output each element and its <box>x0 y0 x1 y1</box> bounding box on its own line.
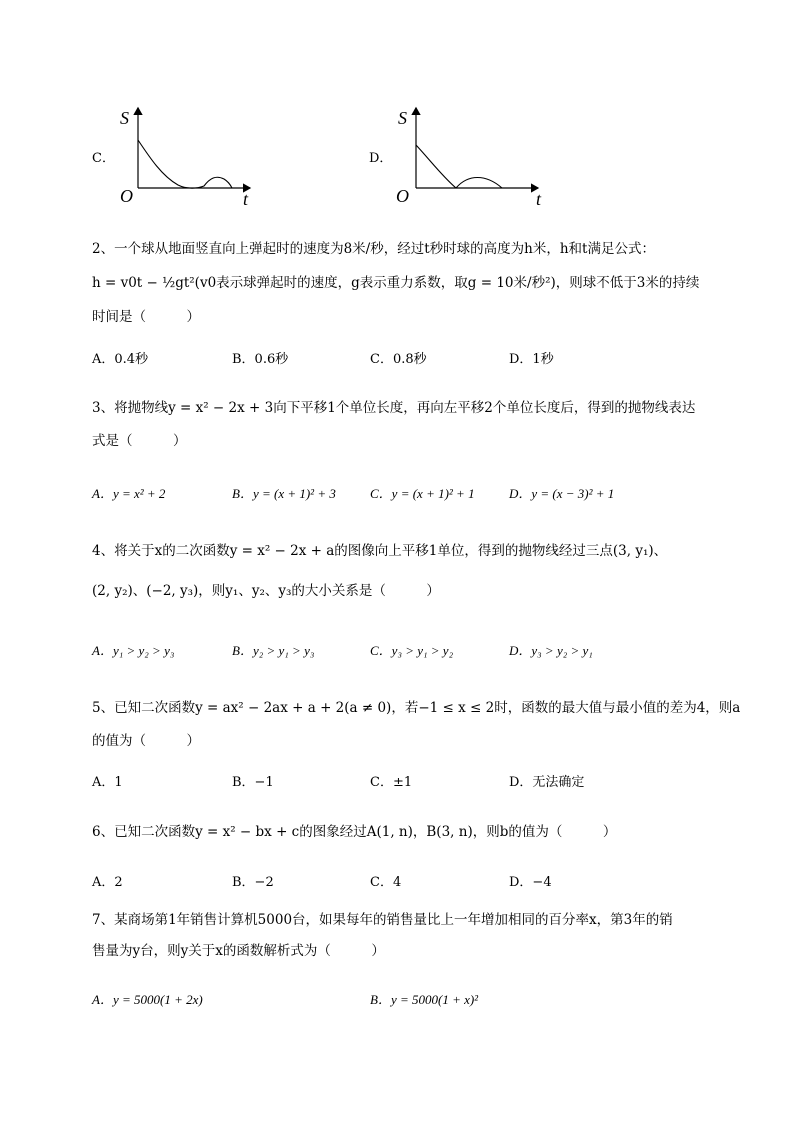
q5-option-c[interactable]: C．±1 <box>370 775 413 790</box>
graph-d-curve-2 <box>456 178 502 189</box>
q2-line-1: 2、一个球从地面竖直向上弹起时的速度为8米/秒，经过t秒时球的高度为h米，h和t满足公式： <box>92 241 655 257</box>
graph-d-t-label: t <box>536 189 542 209</box>
graph-d-origin-label: O <box>396 186 409 206</box>
q5-line-2: 的值为（ ） <box>92 733 200 749</box>
graph-c-option-label: C． <box>92 151 115 166</box>
q3-line-1: 3、将抛物线y = x² − 2x + 3向下平移1个单位长度，再向左平移2个单位长度后，得到的抛物线表达 <box>92 400 696 416</box>
graph-c-s-label: S <box>120 108 129 128</box>
q2-option-a[interactable]: A．0.4秒 <box>92 352 149 367</box>
q7-line-2: 售量为y台，则y关于x的函数解析式为（ ） <box>92 943 385 959</box>
q3-option-c[interactable]: C．y = (x + 1)² + 1 <box>370 486 475 501</box>
q2-line-3: 时间是（ ） <box>92 309 200 325</box>
graph-c-t-label: t <box>243 189 249 209</box>
q3-line-2: 式是（ ） <box>92 433 187 449</box>
q4-option-b[interactable]: B．y₂ > y₁ > y₃ <box>232 643 315 658</box>
graph-d-curve-1 <box>416 145 456 188</box>
q6-option-c[interactable]: C．4 <box>370 875 402 890</box>
q4-line-2: (2, y₂)、(−2, y₃)，则y₁、y₂、y₃的大小关系是（ ） <box>92 583 440 599</box>
graph-c-origin-label: O <box>120 186 133 206</box>
q2-option-d[interactable]: D．1秒 <box>509 352 554 367</box>
q3-option-d[interactable]: D．y = (x − 3)² + 1 <box>509 486 615 501</box>
q6-option-b[interactable]: B．−2 <box>232 875 274 890</box>
q7-option-b[interactable]: B．y = 5000(1 + x)² <box>370 992 479 1007</box>
q4-line-1: 4、将关于x的二次函数y = x² − 2x + a的图像向上平移1单位，得到的抛物线经过三点(3, y₁)、 <box>92 543 668 559</box>
q7-line-1: 7、某商场第1年销售计算机5000台，如果每年的销售量比上一年增加相同的百分率x，第3年的销 <box>92 912 673 928</box>
graph-c-curve <box>138 140 232 188</box>
graph-d-option-label: D． <box>369 151 393 166</box>
q2-line-2: h = v0t − ½gt²(v0表示球弹起时的速度，g表示重力系数，取g = 10米/秒²)，则球不低于3米的持续 <box>92 275 700 291</box>
q6-line-1: 6、已知二次函数y = x² − bx + c的图象经过A(1, n)，B(3, n)，则b的值为（ ） <box>92 824 617 840</box>
q6-option-d[interactable]: D．−4 <box>509 875 552 890</box>
graph-d <box>386 98 556 213</box>
q5-option-d[interactable]: D．无法确定 <box>509 775 585 790</box>
q3-option-a[interactable]: A．y = x² + 2 <box>92 486 166 501</box>
q5-option-a[interactable]: A．1 <box>92 775 123 790</box>
graph-d-s-label: S <box>398 108 407 128</box>
q4-option-a[interactable]: A．y₁ > y₂ > y₃ <box>92 643 175 658</box>
q5-line-1: 5、已知二次函数y = ax² − 2ax + a + 2(a ≠ 0)，若−1 ≤ x ≤ 2时，函数的最大值与最小值的差为4，则a <box>92 700 741 716</box>
q4-option-d[interactable]: D．y₃ > y₂ > y₁ <box>509 643 593 658</box>
q2-option-b[interactable]: B．0.6秒 <box>232 352 289 367</box>
q4-option-c[interactable]: C．y₃ > y₁ > y₂ <box>370 643 454 658</box>
q7-option-a[interactable]: A．y = 5000(1 + 2x) <box>92 992 203 1007</box>
q6-option-a[interactable]: A．2 <box>92 875 123 890</box>
q5-option-b[interactable]: B．−1 <box>232 775 274 790</box>
q3-option-b[interactable]: B．y = (x + 1)² + 3 <box>232 486 336 501</box>
graph-c <box>110 98 280 213</box>
q2-option-c[interactable]: C．0.8秒 <box>370 352 427 367</box>
